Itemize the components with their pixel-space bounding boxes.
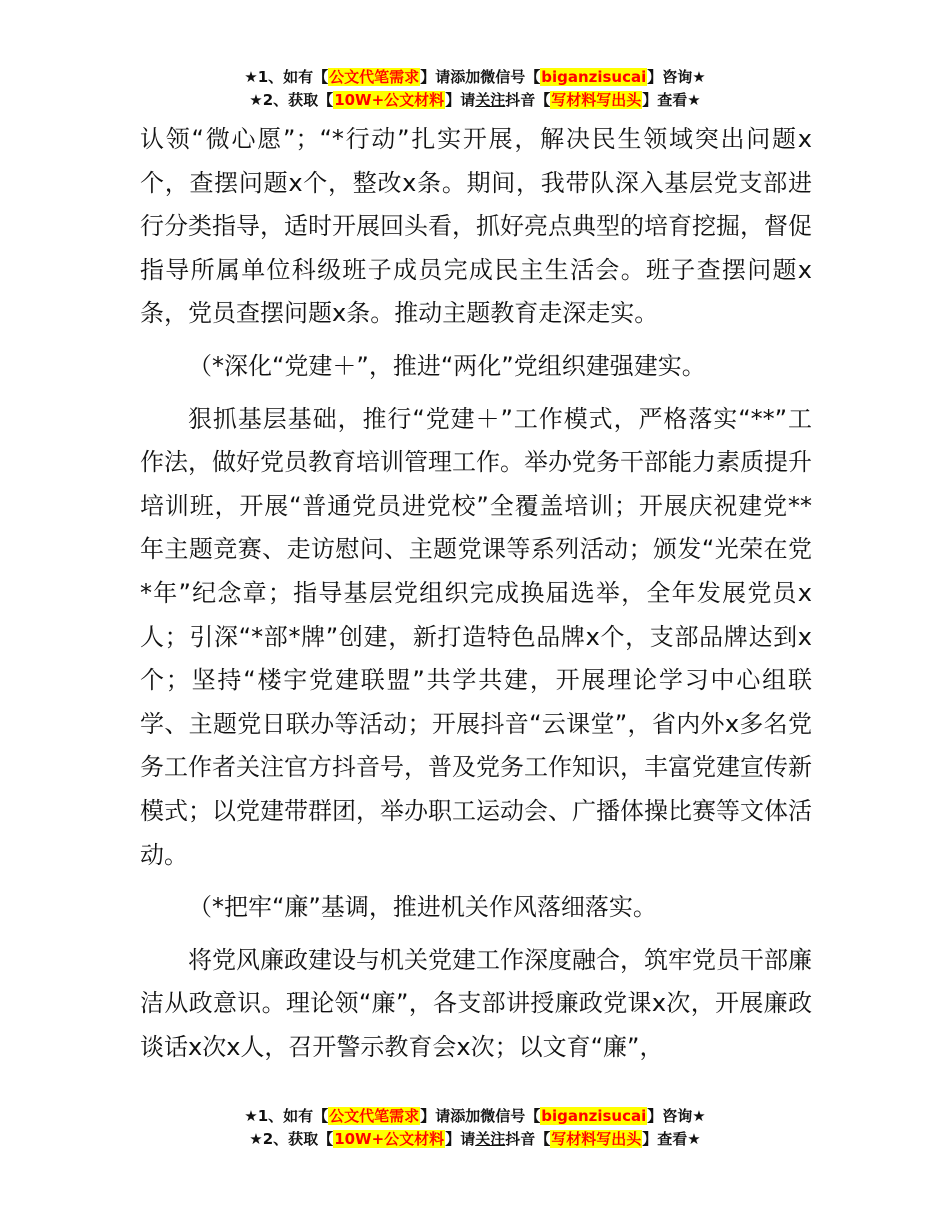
underline-follow: 关注: [475, 91, 506, 109]
highlight-service: 公文代笔需求: [329, 1107, 420, 1125]
highlight-materials: 10W+公文材料: [334, 91, 445, 109]
header-banner: [0, 66, 950, 112]
section-heading-party-building: （*深化“党建＋”，推进“两化”党组织建强建实。: [188, 351, 706, 380]
highlight-douyin-account: 写材料写出头: [551, 1130, 642, 1148]
highlight-douyin-account: 写材料写出头: [551, 91, 642, 109]
highlight-wechat-id: biganzisucai: [541, 1107, 647, 1125]
highlight-service: 公文代笔需求: [329, 68, 420, 86]
document-body: [140, 118, 812, 1069]
highlight-materials: 10W+公文材料: [334, 1130, 445, 1148]
banner-line-1: ★1、如有【公文代笔需求】请添加微信号【biganzisucai】咨询★: [244, 68, 706, 86]
banner-line-2: ★2、获取【10W+公文材料】请关注抖音【写材料写出头】查看★: [249, 91, 701, 109]
footer-banner: [0, 1105, 950, 1151]
highlight-wechat-id: biganzisucai: [541, 68, 647, 86]
paragraph-integrity: 将党风廉政建设与机关党建工作深度融合，筑牢党员干部廉洁从政意识。理论领“廉”，各支部讲授廉政党课x次，开展廉政谈话x次x人，召开警示教育会x次；以文育“廉”，: [140, 945, 812, 1061]
banner-line-2: ★2、获取【10W+公文材料】请关注抖音【写材料写出头】查看★: [249, 1130, 701, 1148]
underline-follow: 关注: [475, 1130, 506, 1148]
paragraph-continuation: 认领“微心愿”；“*行动”扎实开展，解决民生领域突出问题x个，查摆问题x个，整改x条。期间，我带队深入基层党支部进行分类指导，适时开展回头看，抓好亮点典型的培育挖掘，督促指导所属单位科级班子成员完成民主生活会。班子查摆问题x条，党员查摆问题x条。推动主题教育走深走实。: [140, 125, 812, 328]
paragraph-party-building: 狠抓基层基础，推行“党建＋”工作模式，严格落实“**”工作法，做好党员教育培训管理工作。举办党务干部能力素质提升培训班，开展“普通党员进党校”全覆盖培训；开展庆祝建党**年主题竞赛、走访慰问、主题党课等系列活动；颁发“光荣在党*年”纪念章；指导基层党组织完成换届选举，全年发展党员x人；引深“*部*牌”创建，新打造特色品牌x个，支部品牌达到x个；坚持“楼宇党建联盟”共学共建，开展理论学习中心组联学、主题党日联办等活动；开展抖音“云课堂”，省内外x多名党务工作者关注官方抖音号，普及党务工作知识，丰富党建宣传新模式；以党建带群团，举办职工运动会、广播体操比赛等文体活动。: [140, 404, 812, 869]
section-heading-integrity: （*把牢“廉”基调，推进机关作风落细落实。: [188, 893, 657, 922]
banner-line-1: ★1、如有【公文代笔需求】请添加微信号【biganzisucai】咨询★: [244, 1107, 706, 1125]
